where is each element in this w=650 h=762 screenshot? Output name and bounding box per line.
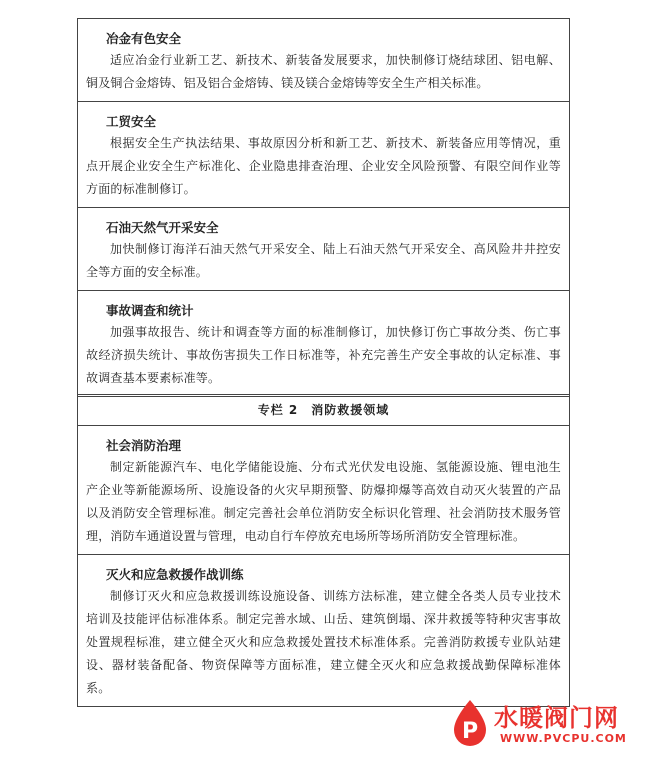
section-title: 灭火和应急救援作战训练: [106, 567, 244, 582]
section-title: 社会消防治理: [106, 438, 182, 453]
section-oil-gas: [78, 207, 569, 290]
section-industry-trade: [78, 101, 569, 207]
site-watermark: [450, 694, 630, 754]
svg-text:P: P: [461, 719, 479, 744]
watermark-site-name: 水暖阀门网: [494, 704, 619, 732]
section-accident-investigation: [78, 290, 569, 396]
standards-table-1: [77, 18, 570, 397]
section-title: 冶金有色安全: [106, 31, 182, 46]
section-body: 制定新能源汽车、电化学储能设施、分布式光伏发电设施、氢能源设施、锂电池生产企业等新能源场所、设施设备的火灾早期预警、防爆抑爆等高效自动灭火装置的产品以及消防安全管理标准。制定完善社会单位消防安全标识化管理、社会消防技术服务管理，消防车通道设置与管理，电动自行车停放充电场所等场所消防安全管理标准。: [86, 460, 561, 543]
section-fire-governance: [78, 425, 569, 554]
section-body: 加快制修订海洋石油天然气开采安全、陆上石油天然气开采安全、高风险井井控安全等方面的安全标准。: [86, 242, 561, 279]
section-body: 制修订灭火和应急救援训练设施设备、训练方法标准，建立健全各类人员专业技术培训及技能评估标准体系。制定完善水域、山岳、建筑倒塌、深井救援等特种灾害事故处置规程标准，建立健全灭火和应急救援处置技术标准体系。完善消防救援专业队站建设、器材装备配备、物资保障等方面标准，建立健全灭火和应急救援战勤保障标准体系。: [86, 589, 561, 695]
section-rescue-training: [78, 554, 569, 706]
standards-table-2: [77, 394, 570, 707]
column-header: 专栏 2 消防救援领域: [257, 403, 390, 417]
section-body: 根据安全生产执法结果、事故原因分析和新工艺、新技术、新装备应用等情况，重点开展企业安全生产标准化、企业隐患排查治理、企业安全风险预警、有限空间作业等方面的标准制修订。: [86, 136, 561, 196]
section-body: 适应冶金行业新工艺、新技术、新装备发展要求，加快制修订烧结球团、铝电解、铜及铜合金熔铸、铝及铝合金熔铸、镁及镁合金熔铸等安全生产相关标准。: [86, 53, 561, 90]
section-body: 加强事故报告、统计和调查等方面的标准制修订，加快修订伤亡事故分类、伤亡事故经济损失统计、事故伤害损失工作日标准等，补充完善生产安全事故的认定标准、事故调查基本要素标准等。: [86, 325, 561, 385]
section-title: 事故调查和统计: [106, 303, 194, 318]
section-metallurgy: [78, 19, 569, 101]
watermark-url: WWW.PVCPU.COM: [500, 732, 627, 745]
pvcpu-logo-icon: [450, 698, 490, 748]
section-title: 石油天然气开采安全: [106, 220, 219, 235]
section-title: 工贸安全: [106, 114, 157, 129]
